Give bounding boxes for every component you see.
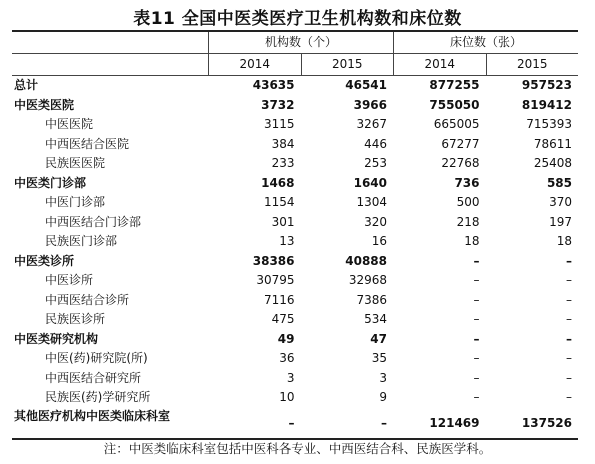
row-value: 40888 bbox=[345, 253, 387, 268]
row-value: 9 bbox=[379, 390, 387, 404]
row-value: – bbox=[473, 351, 480, 365]
header-corner bbox=[12, 32, 208, 53]
row-value: 957523 bbox=[521, 78, 572, 92]
table-row bbox=[12, 252, 578, 272]
row-value: – bbox=[566, 292, 572, 307]
row-label: 民族医(药)学研究所 bbox=[45, 390, 151, 404]
row-label: 中医类研究机构 bbox=[14, 331, 99, 346]
row-value: – bbox=[288, 415, 295, 430]
row-value: 475 bbox=[271, 312, 295, 326]
header-institutions: 机构数（个） bbox=[208, 32, 393, 53]
table-row bbox=[12, 115, 578, 135]
table-row bbox=[12, 388, 578, 408]
row-value: 36 bbox=[279, 351, 295, 365]
table-row bbox=[12, 349, 578, 369]
row-value: 10 bbox=[279, 390, 295, 404]
row-value: 22768 bbox=[441, 156, 480, 170]
row-value: 218 bbox=[456, 214, 480, 229]
row-value: 1304 bbox=[356, 195, 387, 209]
row-value: 384 bbox=[271, 136, 295, 151]
row-label: 民族医医院 bbox=[45, 156, 106, 170]
row-value: 137526 bbox=[521, 415, 572, 430]
row-label: 中西医结合门诊部 bbox=[45, 214, 142, 229]
row-value: – bbox=[566, 253, 572, 268]
data-table bbox=[12, 30, 578, 440]
header-group-row bbox=[12, 32, 578, 53]
row-value: 3115 bbox=[263, 117, 295, 131]
row-value: 665005 bbox=[433, 117, 480, 131]
table-row bbox=[12, 369, 578, 389]
row-label: 中医(药)研究院(所) bbox=[45, 351, 148, 365]
row-value: 320 bbox=[364, 214, 387, 229]
row-value: 3732 bbox=[261, 97, 295, 112]
row-value: 1640 bbox=[353, 175, 387, 190]
table-body bbox=[12, 76, 578, 438]
row-value: – bbox=[473, 292, 480, 307]
row-value: 3 bbox=[286, 370, 295, 385]
table-row bbox=[12, 271, 578, 291]
row-value: 18 bbox=[556, 234, 572, 248]
header-year-row bbox=[12, 53, 578, 76]
table-row bbox=[12, 174, 578, 194]
row-value: 18 bbox=[464, 234, 480, 248]
row-label: 中西医结合诊所 bbox=[45, 292, 130, 307]
row-value: 301 bbox=[271, 214, 295, 229]
row-value: 715393 bbox=[526, 117, 572, 131]
row-label: 其他医疗机构中医类临床科室 bbox=[14, 408, 171, 423]
table-row bbox=[12, 193, 578, 213]
row-value: 30795 bbox=[256, 273, 295, 287]
row-value: 46541 bbox=[345, 78, 387, 92]
table-row bbox=[12, 291, 578, 311]
table-note: 注：中医类临床科室包括中医科各专业、中西医结合科、民族医学科。 bbox=[103, 441, 492, 456]
row-value: 38386 bbox=[252, 253, 295, 268]
row-value: 253 bbox=[364, 156, 387, 170]
header-year: 2015 bbox=[486, 54, 579, 75]
row-value: 35 bbox=[371, 351, 387, 365]
header-beds: 床位数（张） bbox=[393, 32, 578, 53]
header-year: 2014 bbox=[208, 54, 301, 75]
row-label: 总计 bbox=[14, 78, 39, 92]
row-value: 755050 bbox=[429, 97, 480, 112]
table-title: 表11 全国中医类医疗卫生机构数和床位数 bbox=[133, 9, 462, 29]
row-value: – bbox=[566, 370, 572, 385]
row-value: 877255 bbox=[429, 78, 480, 92]
row-value: 7116 bbox=[263, 292, 295, 307]
table-row bbox=[12, 96, 578, 116]
row-value: – bbox=[566, 273, 572, 287]
row-value: 49 bbox=[277, 331, 295, 346]
row-value: – bbox=[566, 351, 572, 365]
row-value: 736 bbox=[454, 175, 480, 190]
row-value: 3267 bbox=[356, 117, 387, 131]
row-label: 中医类医院 bbox=[14, 97, 75, 112]
row-value: – bbox=[566, 312, 572, 326]
row-value: 585 bbox=[546, 175, 572, 190]
table-row bbox=[12, 135, 578, 155]
row-value: 1468 bbox=[261, 175, 295, 190]
row-value: 25408 bbox=[533, 156, 572, 170]
table-row bbox=[12, 330, 578, 350]
row-value: – bbox=[473, 370, 480, 385]
row-value: 121469 bbox=[429, 415, 480, 430]
row-label: 中医类门诊部 bbox=[14, 175, 87, 190]
header-corner bbox=[12, 54, 208, 75]
row-value: 32968 bbox=[348, 273, 387, 287]
row-value: – bbox=[566, 331, 572, 346]
row-value: – bbox=[473, 273, 480, 287]
row-value: – bbox=[473, 253, 480, 268]
table-row bbox=[12, 310, 578, 330]
header-year: 2014 bbox=[393, 54, 486, 75]
row-value: 78611 bbox=[533, 136, 572, 151]
row-label: 中医门诊部 bbox=[45, 195, 106, 209]
row-value: 43635 bbox=[252, 78, 295, 92]
row-value: 819412 bbox=[521, 97, 572, 112]
row-value: – bbox=[473, 331, 480, 346]
row-label: 中西医结合研究所 bbox=[45, 370, 142, 385]
row-value: 3 bbox=[379, 370, 387, 385]
row-value: 13 bbox=[279, 234, 295, 248]
row-label: 民族医门诊部 bbox=[45, 234, 118, 248]
row-value: 67277 bbox=[441, 136, 480, 151]
row-value: 1154 bbox=[263, 195, 295, 209]
row-value: – bbox=[381, 415, 387, 430]
row-label: 中医类诊所 bbox=[14, 253, 75, 268]
table-row bbox=[12, 408, 578, 438]
row-label: 中医诊所 bbox=[45, 273, 94, 287]
table-row bbox=[12, 154, 578, 174]
table-row bbox=[12, 76, 578, 96]
row-value: – bbox=[473, 312, 480, 326]
row-value: 3966 bbox=[353, 97, 387, 112]
row-value: 47 bbox=[370, 331, 387, 346]
table-row bbox=[12, 232, 578, 252]
table-row bbox=[12, 213, 578, 233]
row-value: 370 bbox=[549, 195, 572, 209]
row-value: 16 bbox=[371, 234, 387, 248]
row-value: – bbox=[473, 390, 480, 404]
row-label: 中西医结合医院 bbox=[45, 136, 130, 151]
row-value: 446 bbox=[364, 136, 387, 151]
row-value: 7386 bbox=[356, 292, 387, 307]
row-value: 197 bbox=[549, 214, 572, 229]
row-value: 534 bbox=[364, 312, 387, 326]
row-value: – bbox=[566, 390, 572, 404]
row-label: 民族医诊所 bbox=[45, 312, 106, 326]
row-value: 233 bbox=[271, 156, 295, 170]
header-year: 2015 bbox=[301, 54, 394, 75]
row-label: 中医医院 bbox=[45, 117, 94, 131]
row-value: 500 bbox=[456, 195, 480, 209]
